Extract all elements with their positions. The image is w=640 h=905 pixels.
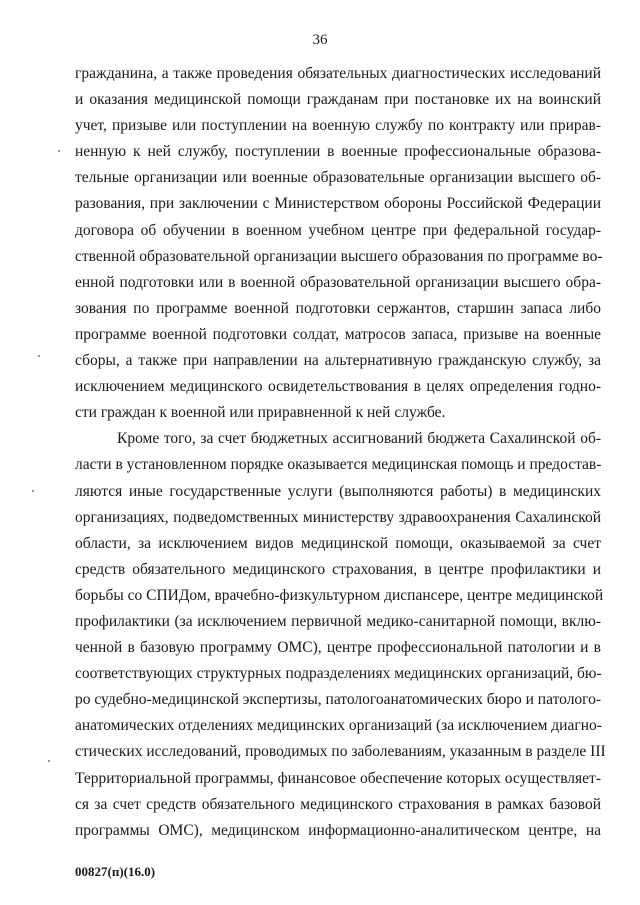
text-line: области, за исключением видов медицинской помощи, оказываемой за счет bbox=[75, 534, 601, 552]
scan-speck bbox=[38, 355, 40, 357]
document-footer-code: 00827(п)(16.0) bbox=[75, 864, 156, 879]
page-number: 36 bbox=[312, 32, 328, 48]
text-line: ченной в базовую программу ОМС), центре профессиональной патологии и в bbox=[75, 639, 601, 657]
text-line: сборы, а также при направлении на альтернативную гражданскую службу, за bbox=[75, 352, 601, 370]
paragraph bbox=[75, 61, 601, 426]
text-line: зования по программе военной подготовки сержантов, старшин запаса либо bbox=[75, 299, 601, 317]
text-line: программе военной подготовки солдат, матросов запаса, призыве на военные bbox=[75, 325, 601, 343]
text-line: стических исследований, проводимых по заболеваниям, указанным в разделе III bbox=[75, 743, 606, 761]
text-line: исключением медицинского освидетельствования в целях определения годно- bbox=[75, 378, 601, 396]
text-line: ляются иные государственные услуги (выполняются работы) в медицинских bbox=[75, 482, 601, 500]
scan-speck bbox=[58, 150, 60, 152]
text-line: ласти в установленном порядке оказывается медицинская помощь и предостав- bbox=[75, 456, 602, 474]
text-line: ненную к ней службу, поступлении в военные профессиональные образова- bbox=[75, 143, 601, 161]
text-line: тельные организации или военные образовательные организации высшего об- bbox=[75, 169, 601, 187]
text-line: договора об обучении в военном учебном центре при федеральной государ- bbox=[75, 221, 601, 239]
text-line: гражданина, а также проведения обязательных диагностических исследований bbox=[75, 65, 601, 82]
document-body bbox=[75, 61, 606, 844]
paragraph bbox=[75, 426, 606, 844]
text-line: соответствующих структурных подразделениях медицинских организаций, бю- bbox=[75, 665, 602, 683]
text-line: профилактики (за исключением первичной медико-санитарной помощи, вклю- bbox=[75, 612, 601, 630]
text-line: Территориальной программы, финансовое обеспечение которых осуществляет- bbox=[75, 769, 601, 787]
text-line: сти граждан к военной или приравненной к ней службе. bbox=[75, 404, 446, 422]
text-line: учет, призыве или поступлении на военную службу по контракту или прирав- bbox=[75, 117, 601, 135]
text-line: енной подготовки или в военной образовательной организации высшего обра- bbox=[75, 273, 601, 291]
text-line: ственной образовательной организации высшего образования по программе во- bbox=[75, 247, 603, 265]
text-line: организациях, подведомственных министерству здравоохранения Сахалинской bbox=[75, 508, 601, 526]
text-line: анатомических отделениях медицинских организаций (за исключением диагно- bbox=[75, 717, 602, 735]
text-line: программы ОМС), медицинском информационно-аналитическом центре, на bbox=[75, 821, 601, 839]
scan-speck bbox=[32, 490, 34, 492]
scan-speck bbox=[48, 760, 50, 762]
text-line: разования, при заключении с Министерством обороны Российской Федерации bbox=[75, 195, 601, 213]
text-line: и оказания медицинской помощи гражданам при постановке их на воинский bbox=[75, 91, 601, 109]
text-line: ро судебно-медицинской экспертизы, патологоанатомических бюро и патолого- bbox=[75, 691, 602, 709]
text-line: борьбы со СПИДом, врачебно-физкультурном диспансере, центре медицинской bbox=[75, 586, 604, 604]
text-line: средств обязательного медицинского страхования, в центре профилактики и bbox=[75, 560, 601, 578]
text-line: ся за счет средств обязательного медицинского страхования в рамках базовой bbox=[75, 795, 601, 813]
text-line: Кроме того, за счет бюджетных ассигнований бюджета Сахалинской об- bbox=[117, 430, 601, 448]
